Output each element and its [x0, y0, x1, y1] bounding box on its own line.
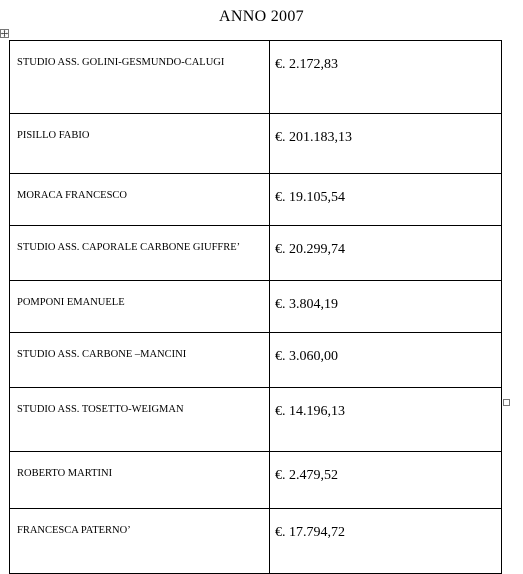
payment-amount: €. 17.794,72: [270, 509, 502, 574]
table-row: [10, 281, 502, 333]
resize-handle-icon[interactable]: [503, 399, 510, 406]
payee-name: ROBERTO MARTINI: [10, 452, 270, 509]
move-arrows-icon[interactable]: [0, 29, 9, 38]
table-row: [10, 509, 502, 574]
payment-amount: €. 3.060,00: [270, 333, 502, 388]
payment-amount: €. 3.804,19: [270, 281, 502, 333]
table-row: [10, 333, 502, 388]
payee-name: STUDIO ASS. CAPORALE CARBONE GIUFFRE’: [10, 226, 270, 281]
payment-amount: €. 14.196,13: [270, 388, 502, 452]
payee-name: PISILLO FABIO: [10, 114, 270, 174]
table-row: [10, 174, 502, 226]
payee-name: MORACA FRANCESCO: [10, 174, 270, 226]
table-row: [10, 114, 502, 174]
payment-amount: €. 19.105,54: [270, 174, 502, 226]
table-row: [10, 41, 502, 114]
payment-amount: €. 20.299,74: [270, 226, 502, 281]
table-row: [10, 388, 502, 452]
table-row: [10, 226, 502, 281]
document-title: ANNO 2007: [219, 8, 304, 25]
payee-name: POMPONI EMANUELE: [10, 281, 270, 333]
payment-amount: €. 2.479,52: [270, 452, 502, 509]
table-row: [10, 452, 502, 509]
payments-table: [9, 40, 502, 574]
payee-name: STUDIO ASS. TOSETTO-WEIGMAN: [10, 388, 270, 452]
payee-name: STUDIO ASS. CARBONE –MANCINI: [10, 333, 270, 388]
payment-amount: €. 201.183,13: [270, 114, 502, 174]
payee-name: STUDIO ASS. GOLINI-GESMUNDO-CALUGI: [10, 41, 270, 114]
payment-amount: €. 2.172,83: [270, 41, 502, 114]
payee-name: FRANCESCA PATERNO’: [10, 509, 270, 574]
